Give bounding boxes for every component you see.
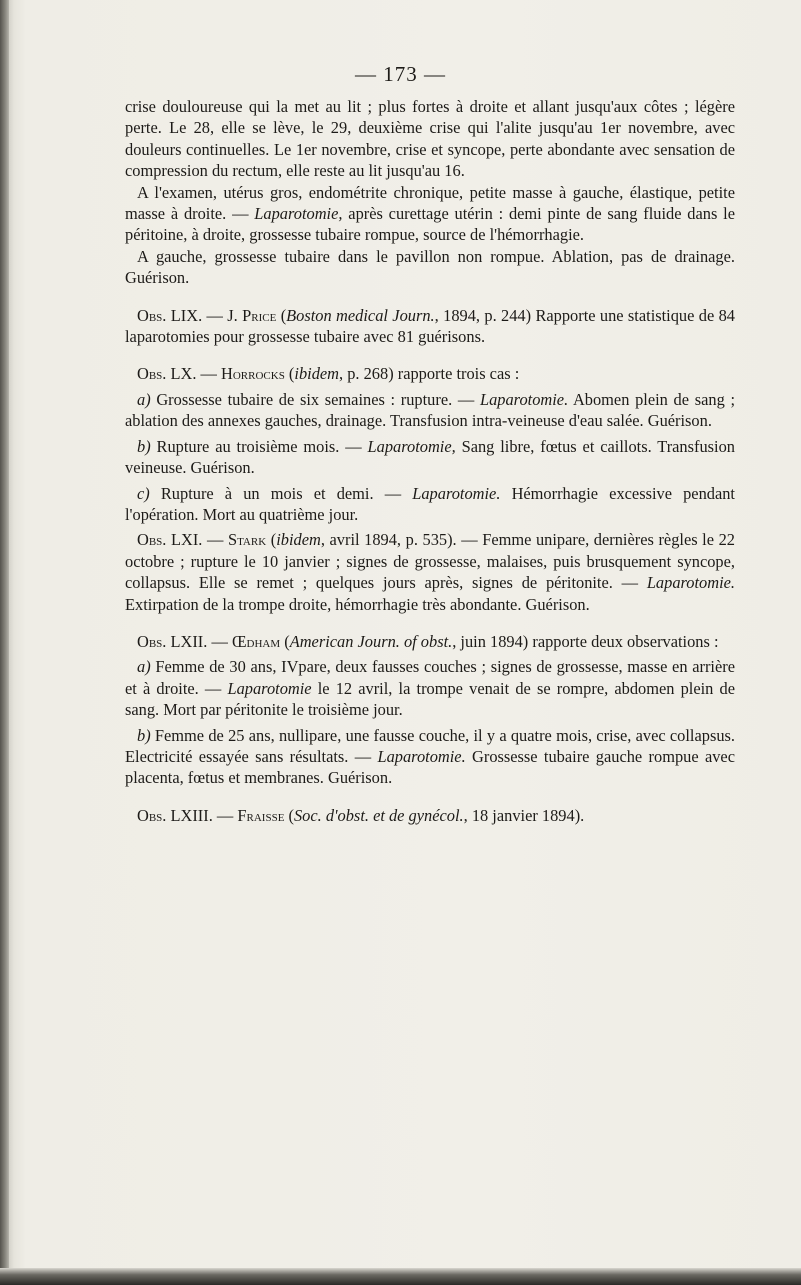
observation-author: Fraisse (237, 805, 285, 825)
page-left-edge-shadow (0, 0, 9, 1285)
observation-label: Obs. LXIII. (137, 805, 213, 825)
observation-label: Obs. LXI. (137, 530, 203, 550)
observation-lxii: Obs. LXII. — Œdham (American Journ. of obst., juin 1894) rapporte deux observations : (137, 631, 719, 651)
page-bottom-edge-shadow (0, 1268, 801, 1285)
page-number: — 173 — (355, 62, 446, 86)
observation-label: Obs. LX. (137, 364, 197, 384)
case-item-a: a) Grossesse tubaire de six semaines : rupture. — Laparotomie. Abomen plein de sang ; ablation des annexes gauches, drainage. Transfusion intra-veineuse d'eau salée. Guérison. (125, 389, 736, 431)
observation-author: Price (242, 305, 277, 325)
observation-source: ibidem (294, 364, 340, 384)
observation-lx: Obs. LX. — Horrocks (ibidem, p. 268) rapporte trois cas : (137, 364, 520, 384)
case-item-c: c) Rupture à un mois et demi. — Laparotomie. Hémorrhagie excessive pendant l'opération. Mort au quatrième jour. (125, 483, 735, 524)
observation-source: ibidem (276, 530, 321, 550)
observation-label: Obs. LXII. (137, 631, 208, 651)
observation-lxi: Obs. LXI. — Stark (ibidem, avril 1894, p. 535). — Femme unipare, dernières règles le 22 octobre ; rupture le 10 janvier ; signes de grossesse, malaises, puis brusquement syncope, collapsus. Elle se remet ; quelques jours après, signes de péritonite. — Laparotomie. Extirpation de la trompe droite, hémorrhagie très abondante. Guérison. (125, 530, 735, 614)
observation-source: American Journ. of obst. (289, 631, 453, 651)
case-item-a: a) Femme de 30 ans, IVpare, deux fausses couches ; signes de grossesse, masse en arrière et à droite. — Laparotomie le 12 avril, la trompe venait de se rompre, abdomen plein de sang. Mort par péritonite le troisième jour. (125, 657, 735, 720)
case-item-b: b) Femme de 25 ans, nullipare, une fausse couche, il y a quatre mois, crise, avec collapsus. Electricité essayée sans résultats. — Laparotomie. Grossesse tubaire gauche rompue avec placenta, fœtus et membranes. Guérison. (125, 725, 735, 788)
observation-source: Boston medical Journ. (286, 305, 435, 325)
paragraph-continuation: crise douloureuse qui la met au lit ; plus fortes à droite et allant jusqu'aux côtes ; légère perte. Le 28, elle se lève, le 29, deuxième crise qui l'alite jusqu'au 1er novembre, avec douleurs continuelles. Le 1er novembre, crise et syncope, perte abondante avec sensation de compression du rectum, elle reste au lit jusqu'au 16. (125, 97, 735, 181)
observation-author: Stark (227, 530, 267, 550)
paragraph-examen: A l'examen, utérus gros, endométrite chronique, petite masse à gauche, élastique, petite masse à droite. — Laparotomie, après curettage utérin : demi pinte de sang fluide dans le péritoine, à droite, grossesse tubaire rompue, source de l'hémorrhagie. (125, 182, 735, 245)
observation-lxiii: Obs. LXIII. — Fraisse (Soc. d'obst. et de gynécol., 18 janvier 1894). (137, 805, 585, 825)
observation-author: Horrocks (221, 364, 285, 384)
observation-author: Œdham (231, 631, 281, 651)
paragraph-gauche: A gauche, grossesse tubaire dans le pavillon non rompue. Ablation, pas de drainage. Guérison. (125, 246, 735, 288)
case-item-b: b) Rupture au troisième mois. — Laparotomie, Sang libre, fœtus et caillots. Transfusion veineuse. Guérison. (125, 436, 735, 478)
body-text (125, 96, 735, 826)
observation-label: Obs. LIX. (137, 305, 203, 325)
observation-lix: Obs. LIX. — J. Price (Boston medical Journ., 1894, p. 244) Rapporte une statistique de 84 laparotomies pour grossesse tubaire avec 81 guérisons. (125, 305, 735, 347)
observation-source: Soc. d'obst. et de gynécol. (293, 805, 464, 825)
